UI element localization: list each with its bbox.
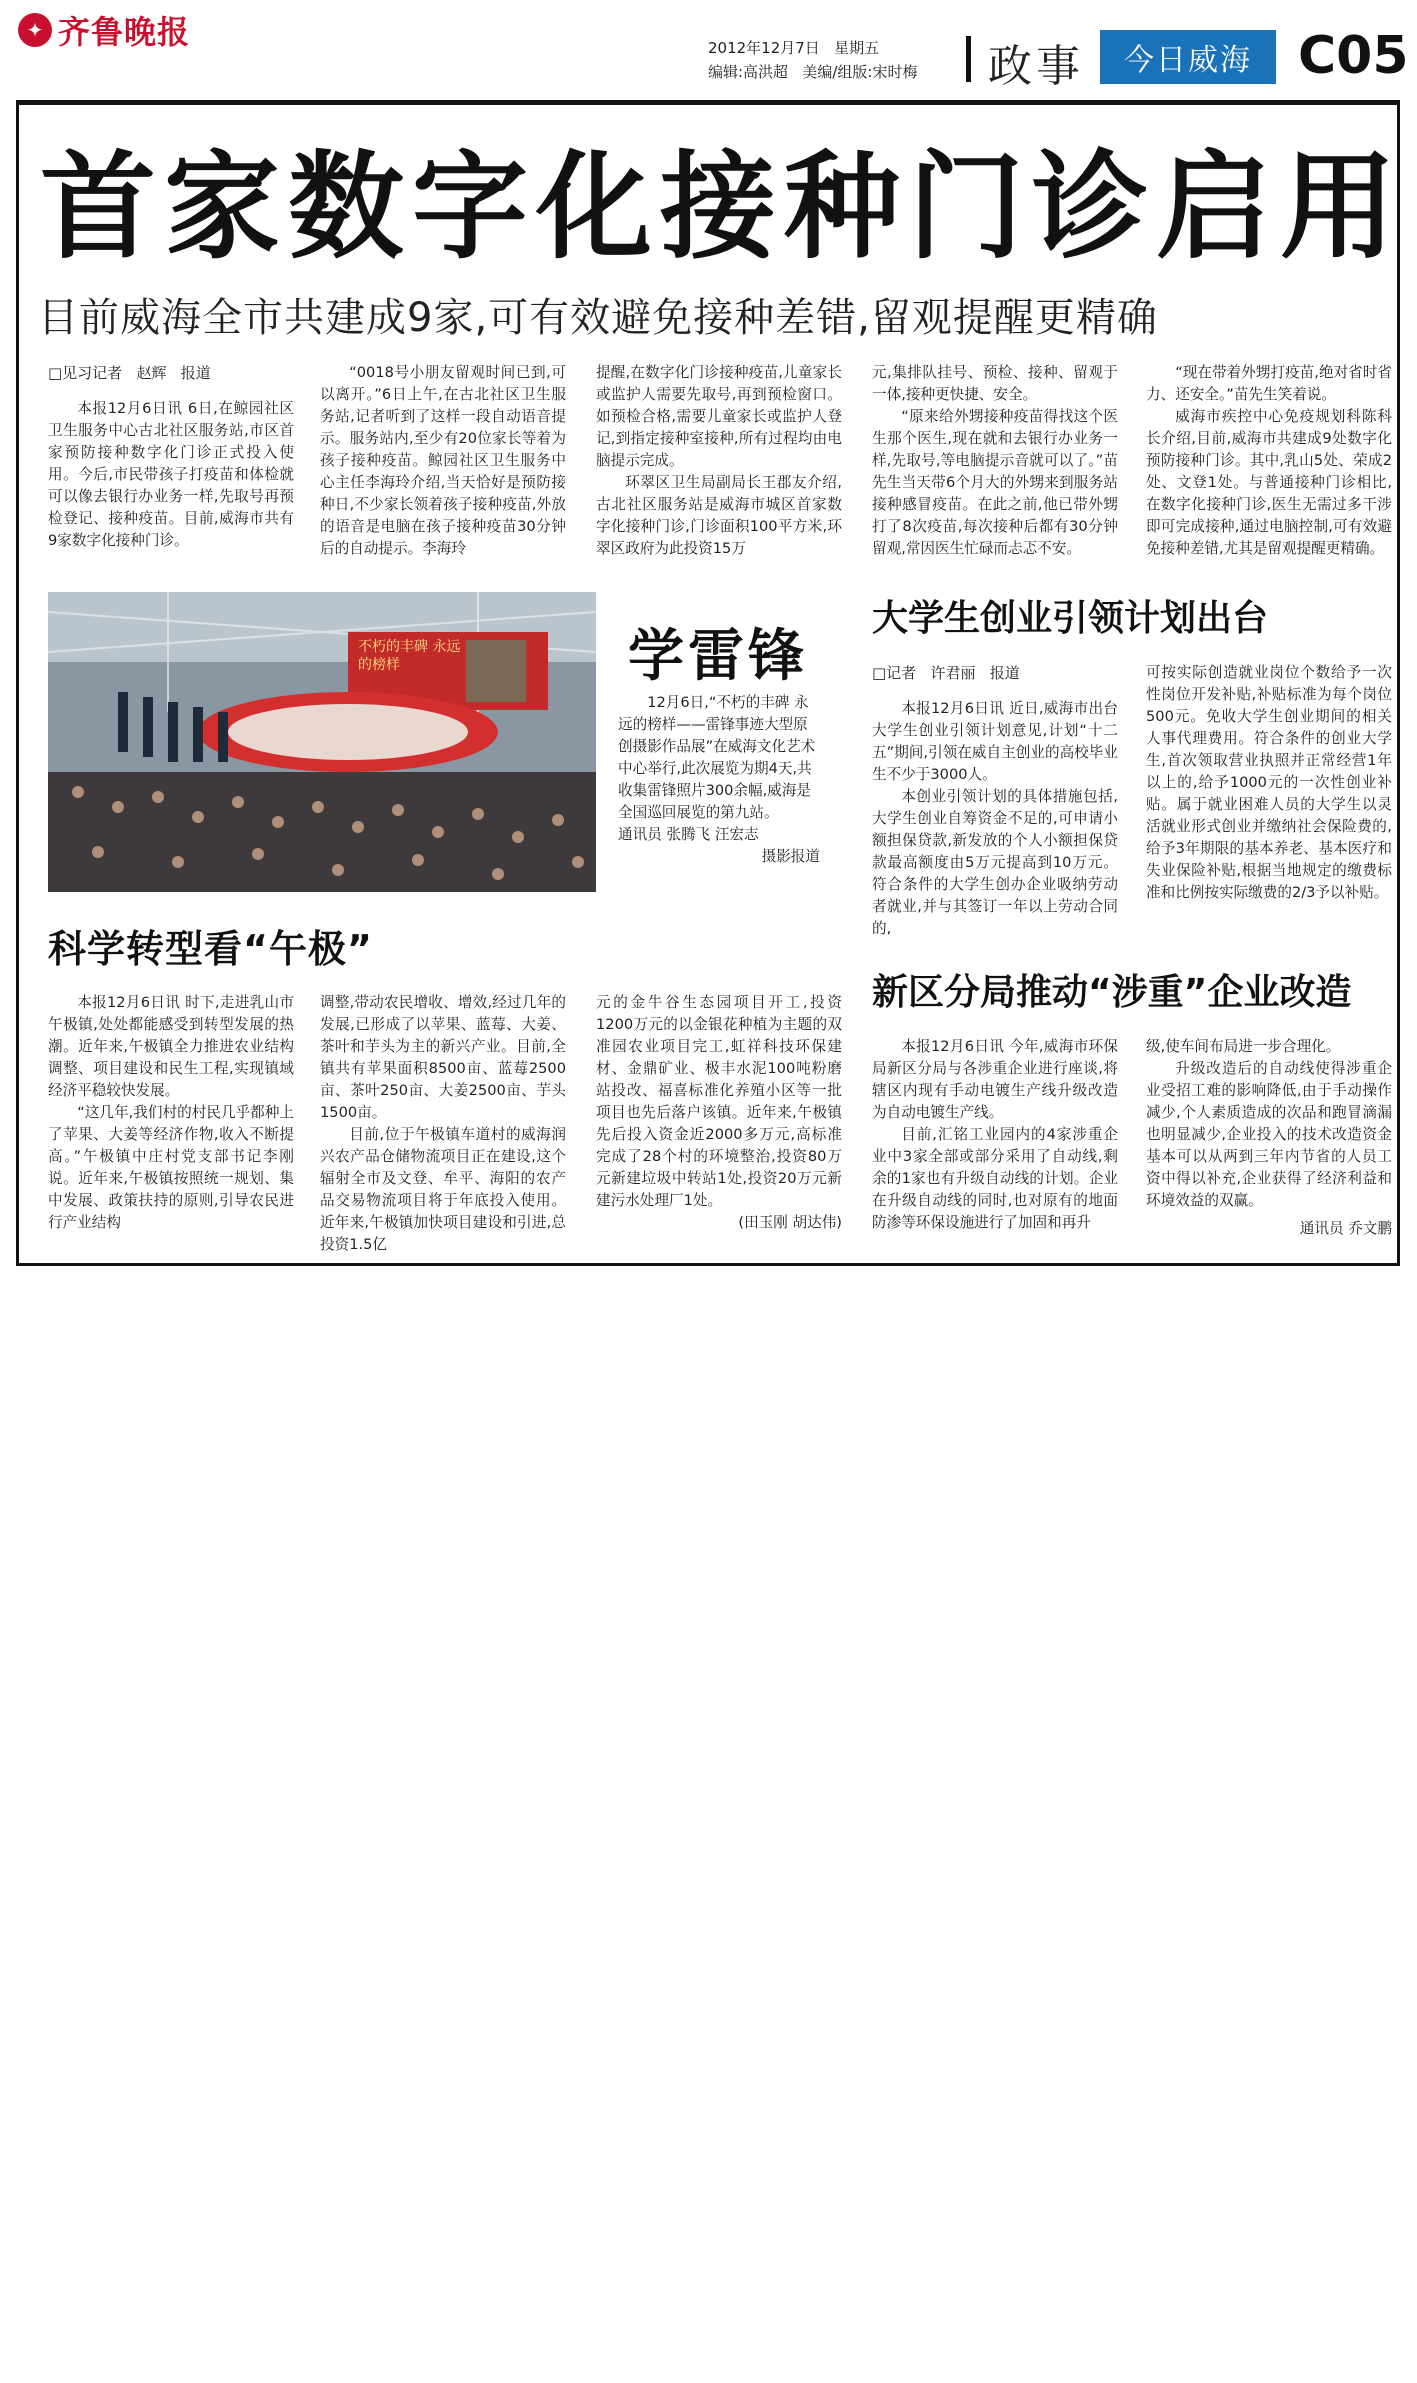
lead-paragraph: “原来给外甥接种疫苗得找这个医生那个医生,现在就和去银行办业务一样,先取号,等电脑提示音就可以了。”苗先生当天带6个月大的外甥来到服务站接种感冒疫苗。在此之前,他已带外甥打了8次疫苗,每次接种后都有30分钟留观,常因医生忙碌而忐忑不安。 (872, 408, 1118, 557)
story2-paragraph: 元的金牛谷生态园项目开工,投资1200万元的以金银花种植为主题的双准园农业项目完工,虹祥科技环保建材、金鼎矿业、极丰水泥100吨粉磨站投改、福喜标准化养殖小区等一批项目也先后落户该镇。近年来,午极镇先后投入资金近2000多万元,高标准完成了28个村的环境整治,投资80万元新建垃圾中转站1处,投资20万元新建污水处理厂1处。 (596, 994, 842, 1209)
story3-paragraph: 本报12月6日讯 近日,威海市出台大学生创业引领计划意见,计划“十二五”期间,引领在威自主创业的高校毕业生不少于3000人。 (872, 700, 1118, 783)
date-line: 2012年12月7日 星期五 (708, 39, 880, 57)
section-name: 政事 (988, 41, 1084, 92)
lead-column-3 (596, 362, 842, 560)
story2-column-2 (320, 992, 566, 1256)
lead-paragraph: 本报12月6日讯 6日,在鲸园社区卫生服务中心古北社区服务站,市区首家预防接种数字化门诊正式投入使用。今后,市民带孩子打疫苗和体检就可以像去银行办业务一样,先取号再预检登记、接种疫苗。目前,威海市共有9家数字化接种门诊。 (48, 400, 294, 549)
page-number: C05 (1298, 26, 1409, 86)
lead-headline: 首家数字化接种门诊启用 (40, 140, 1404, 275)
story4-column-2 (1146, 1036, 1392, 1240)
lead-paragraph: 提醒,在数字化门诊接种疫苗,儿童家长或监护人需要先取号,再到预检窗口。如预检合格,需要儿童家长或监护人登记,到指定接种室接种,所有过程均由电脑提示完成。 (596, 364, 842, 469)
story3-paragraph: 本创业引领计划的具体措施包括,大学生创业自筹资金不足的,可申请小额担保贷款,新发放的个人小额担保贷款最高额度由5万元提高到10万元。符合条件的大学生创办企业吸纳劳动者就业,并与其签订一年以上劳动合同的, (872, 788, 1118, 937)
logo-text: 齐鲁晚报 (58, 13, 191, 51)
story2-credit: (田玉刚 胡达伟) (738, 1214, 842, 1231)
story3-column-2 (1146, 662, 1392, 904)
lead-paragraph: “0018号小朋友留观时间已到,可以离开。”6日上午,在古北社区卫生服务站,记者听到了这样一段自动语音提示。服务站内,至少有20位家长等着为孩子接种疫苗。鲸园社区卫生服务中心主任李海玲介绍,当天恰好是预防接种日,不少家长领着孩子接种疫苗,外放的语音是电脑在孩子接种疫苗30分钟后的自动提示。李海玲 (320, 364, 566, 557)
story4-title: 新区分局推动“涉重”企业改造 (872, 972, 1352, 1013)
photo-caption (618, 692, 820, 868)
lead-column-5 (1146, 362, 1392, 560)
photo-caption-text: 12月6日,“不朽的丰碑 永远的榜样——雷锋事迹大型原创摄影作品展”在威海文化艺术中心举行,此次展览为期4天,共收集雷锋照片300余幅,威海是全国巡回展览的第九站。 (618, 694, 816, 821)
story4-column-1 (872, 1036, 1118, 1234)
lead-subhead: 目前威海全市共建成9家,可有效避免接种差错,留观提醒更精确 (38, 295, 1158, 341)
story2-column-3 (596, 992, 842, 1234)
lead-paragraph: 威海市疾控中心免疫规划科陈科长介绍,目前,威海市共建成9处数字化预防接种门诊。其中,乳山5处、荣成2处、文登1处。与普通接种门诊相比,在数字化接种门诊,医生无需过多干涉即可完成接种,通过电脑控制,可有效避免接种差错,尤其是留观提醒更精确。 (1146, 408, 1392, 557)
lead-paragraph: “现在带着外甥打疫苗,绝对省时省力、还安全。”苗先生笑着说。 (1146, 364, 1392, 403)
newspaper-logo (18, 10, 218, 50)
lead-paragraph: 环翠区卫生局副局长王郡友介绍,古北社区服务站是威海市城区首家数字化接种门诊,门诊面积100平方米,环翠区政府为此投资15万 (596, 474, 842, 557)
story3-byline: □记者 许君丽 报道 (872, 664, 1020, 682)
story3-column-1 (872, 662, 1118, 940)
story2-paragraph: 目前,位于午极镇车道村的威海润兴农产品仓储物流项目正在建设,这个辐射全市及文登、牟平、海阳的农产品交易物流项目将于年底投入使用。近年来,午极镇加快项目建设和引进,总投资1.5亿 (320, 1126, 566, 1253)
exhibition-photo (48, 592, 596, 892)
lead-column-1 (48, 362, 294, 552)
story4-paragraph: 目前,汇铭工业园内的4家涉重企业中3家全部或部分采用了自动线,剩余的1家也有升级自动线的计划。企业在升级自动线的同时,也对原有的地面防渗等环保设施进行了加固和再升 (872, 1126, 1118, 1231)
issue-meta (708, 36, 917, 84)
story2-paragraph: 本报12月6日讯 时下,走进乳山市午极镇,处处都能感受到转型发展的热潮。近年来,午极镇全力推进农业结构调整、项目建设和民生工程,实现镇域经济平稳较快发展。 (48, 994, 294, 1099)
story3-title: 大学生创业引领计划出台 (872, 598, 1269, 639)
photo-story-title: 学雷锋 (628, 624, 808, 689)
lead-column-2 (320, 362, 566, 560)
exhibition-photo-illustration (48, 592, 596, 892)
photo-credit-note: 摄影报道 (761, 848, 820, 865)
section-tag: 今日威海 (1100, 30, 1276, 84)
editor-line: 编辑:高洪超 美编/组版:宋时梅 (708, 63, 918, 81)
story2-paragraph: 调整,带动农民增收、增效,经过几年的发展,已形成了以苹果、蓝莓、大姜、茶叶和芋头为主的新兴产业。目前,全镇共有苹果面积8500亩、蓝莓2500亩、茶叶250亩、大姜2500亩、芋头1500亩。 (320, 994, 566, 1121)
lead-column-4 (872, 362, 1118, 560)
story2-title: 科学转型看“午极” (48, 927, 373, 971)
story3-paragraph: 可按实际创造就业岗位个数给予一次性岗位开发补贴,补贴标准为每个岗位500元。免收大学生创业期间的相关人事代理费用。符合条件的创业大学生,首次领取营业执照并正常经营1年以上的,给予1000元的一次性创业补贴。属于就业困难人员的大学生以灵活就业形式创业并缴纳社会保险费的,给予3年期限的基本养老、基本医疗和失业保险补贴,根据当地规定的缴费标准和比例按实际缴费的2/3予以补贴。 (1146, 664, 1392, 901)
story4-credit: 通讯员 乔文鹏 (1299, 1220, 1392, 1237)
story4-paragraph: 升级改造后的自动线使得涉重企业受招工难的影响降低,由于手动操作减少,个人素质造成的次品和跑冒滴漏也明显减少,企业投入的技术改造资金基本可以从两到三年内节省的人员工资中得以补充,企业获得了经济利益和环境效益的双赢。 (1146, 1060, 1392, 1209)
story4-paragraph: 级,使车间布局进一步合理化。 (1146, 1038, 1341, 1055)
lead-paragraph: 元,集排队挂号、预检、接种、留观于一体,接种更快捷、安全。 (872, 364, 1118, 403)
photo-credit: 通讯员 张腾飞 汪宏志 (618, 826, 759, 843)
lead-byline: □见习记者 赵辉 报道 (48, 364, 211, 382)
story4-paragraph: 本报12月6日讯 今年,威海市环保局新区分局与各涉重企业进行座谈,将辖区内现有手动电镀生产线升级改造为自动电镀生产线。 (872, 1038, 1118, 1121)
logo-emblem-icon: ✦ (18, 13, 52, 47)
story2-paragraph: “这几年,我们村的村民几乎都种上了苹果、大姜等经济作物,收入不断提高。”午极镇中庄村党支部书记李刚说。近年来,午极镇按照统一规划、集中发展、政策扶持的原则,引导农民进行产业结构 (48, 1104, 294, 1231)
exhibition-banner-text: 不朽的丰碑 永远的榜样 (358, 639, 461, 673)
story2-column-1 (48, 992, 294, 1234)
masthead-divider (966, 36, 971, 82)
